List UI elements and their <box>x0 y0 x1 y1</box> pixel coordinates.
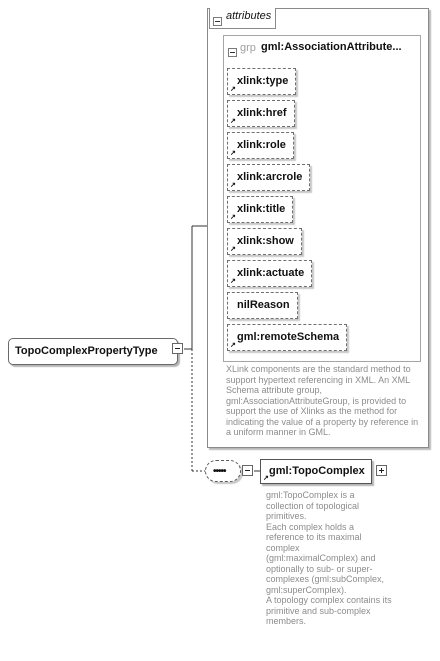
attribute-label: xlink:title <box>237 203 286 215</box>
reference-arrow-icon: ↗ <box>230 278 236 285</box>
attribute-label: xlink:show <box>237 235 294 247</box>
reference-arrow-icon: ↗ <box>230 118 236 125</box>
collapse-icon[interactable] <box>172 343 183 354</box>
attribute-group-description: XLink components are the standard method to support hypertext referencing in XML. An XML Schema attribute group, gml:AssociationAttributeGroup, is provided to support the use of Xlinks as the method for indicating the value of a property by reference in a uniform manner in GML. <box>226 364 419 437</box>
root-complex-type[interactable] <box>8 338 178 365</box>
sequence-icon: ••••• <box>213 466 226 477</box>
attribute-xlink-show[interactable] <box>227 228 302 255</box>
attribute-xlink-arcrole[interactable] <box>227 164 310 191</box>
attribute-label: xlink:actuate <box>237 267 305 279</box>
collapse-icon[interactable] <box>213 17 222 26</box>
attribute-label: xlink:type <box>237 75 289 87</box>
reference-arrow-icon: ↗ <box>230 214 236 221</box>
attribute-label: xlink:href <box>237 107 287 119</box>
attribute-xlink-type[interactable] <box>227 68 296 95</box>
attribute-label: xlink:arcrole <box>237 171 303 183</box>
expand-icon[interactable] <box>376 465 387 476</box>
element-gml-topocomplex[interactable] <box>260 459 372 484</box>
group-keyword: grp <box>240 42 256 54</box>
attribute-label: nilReason <box>237 299 290 311</box>
attribute-xlink-actuate[interactable] <box>227 260 312 287</box>
reference-arrow-icon: ↗ <box>230 342 236 349</box>
reference-arrow-icon: ↗ <box>263 475 269 482</box>
reference-arrow-icon: ↗ <box>230 182 236 189</box>
attribute-nilreason[interactable] <box>227 292 298 319</box>
root-type-name: TopoComplexPropertyType <box>15 345 158 357</box>
attributes-label: attributes <box>226 10 272 22</box>
element-name: gml:TopoComplex <box>269 465 365 477</box>
attribute-label: gml:remoteSchema <box>237 331 340 343</box>
reference-arrow-icon: ↗ <box>230 86 236 93</box>
sequence-compositor[interactable] <box>205 460 241 482</box>
attribute-gml-remoteschema[interactable] <box>227 324 347 351</box>
attribute-group-name[interactable]: gml:AssociationAttribute... <box>261 41 402 53</box>
collapse-icon[interactable] <box>242 465 253 476</box>
reference-arrow-icon: ↗ <box>230 246 236 253</box>
element-description: gml:TopoComplex is a collection of topological primitives. Each complex holds a reference to its maximal complex (gml:maximalComplex) and optionally to sub- or super-complexes (gml:subComplex, gml:superComplex). A topology complex contains its primitive and sub-complex members. <box>266 490 392 626</box>
attribute-label: xlink:role <box>237 139 286 151</box>
reference-arrow-icon: ↗ <box>230 150 236 157</box>
collapse-icon[interactable] <box>228 48 237 57</box>
attribute-xlink-title[interactable] <box>227 196 293 223</box>
attribute-xlink-role[interactable] <box>227 132 294 159</box>
attribute-xlink-href[interactable] <box>227 100 295 127</box>
